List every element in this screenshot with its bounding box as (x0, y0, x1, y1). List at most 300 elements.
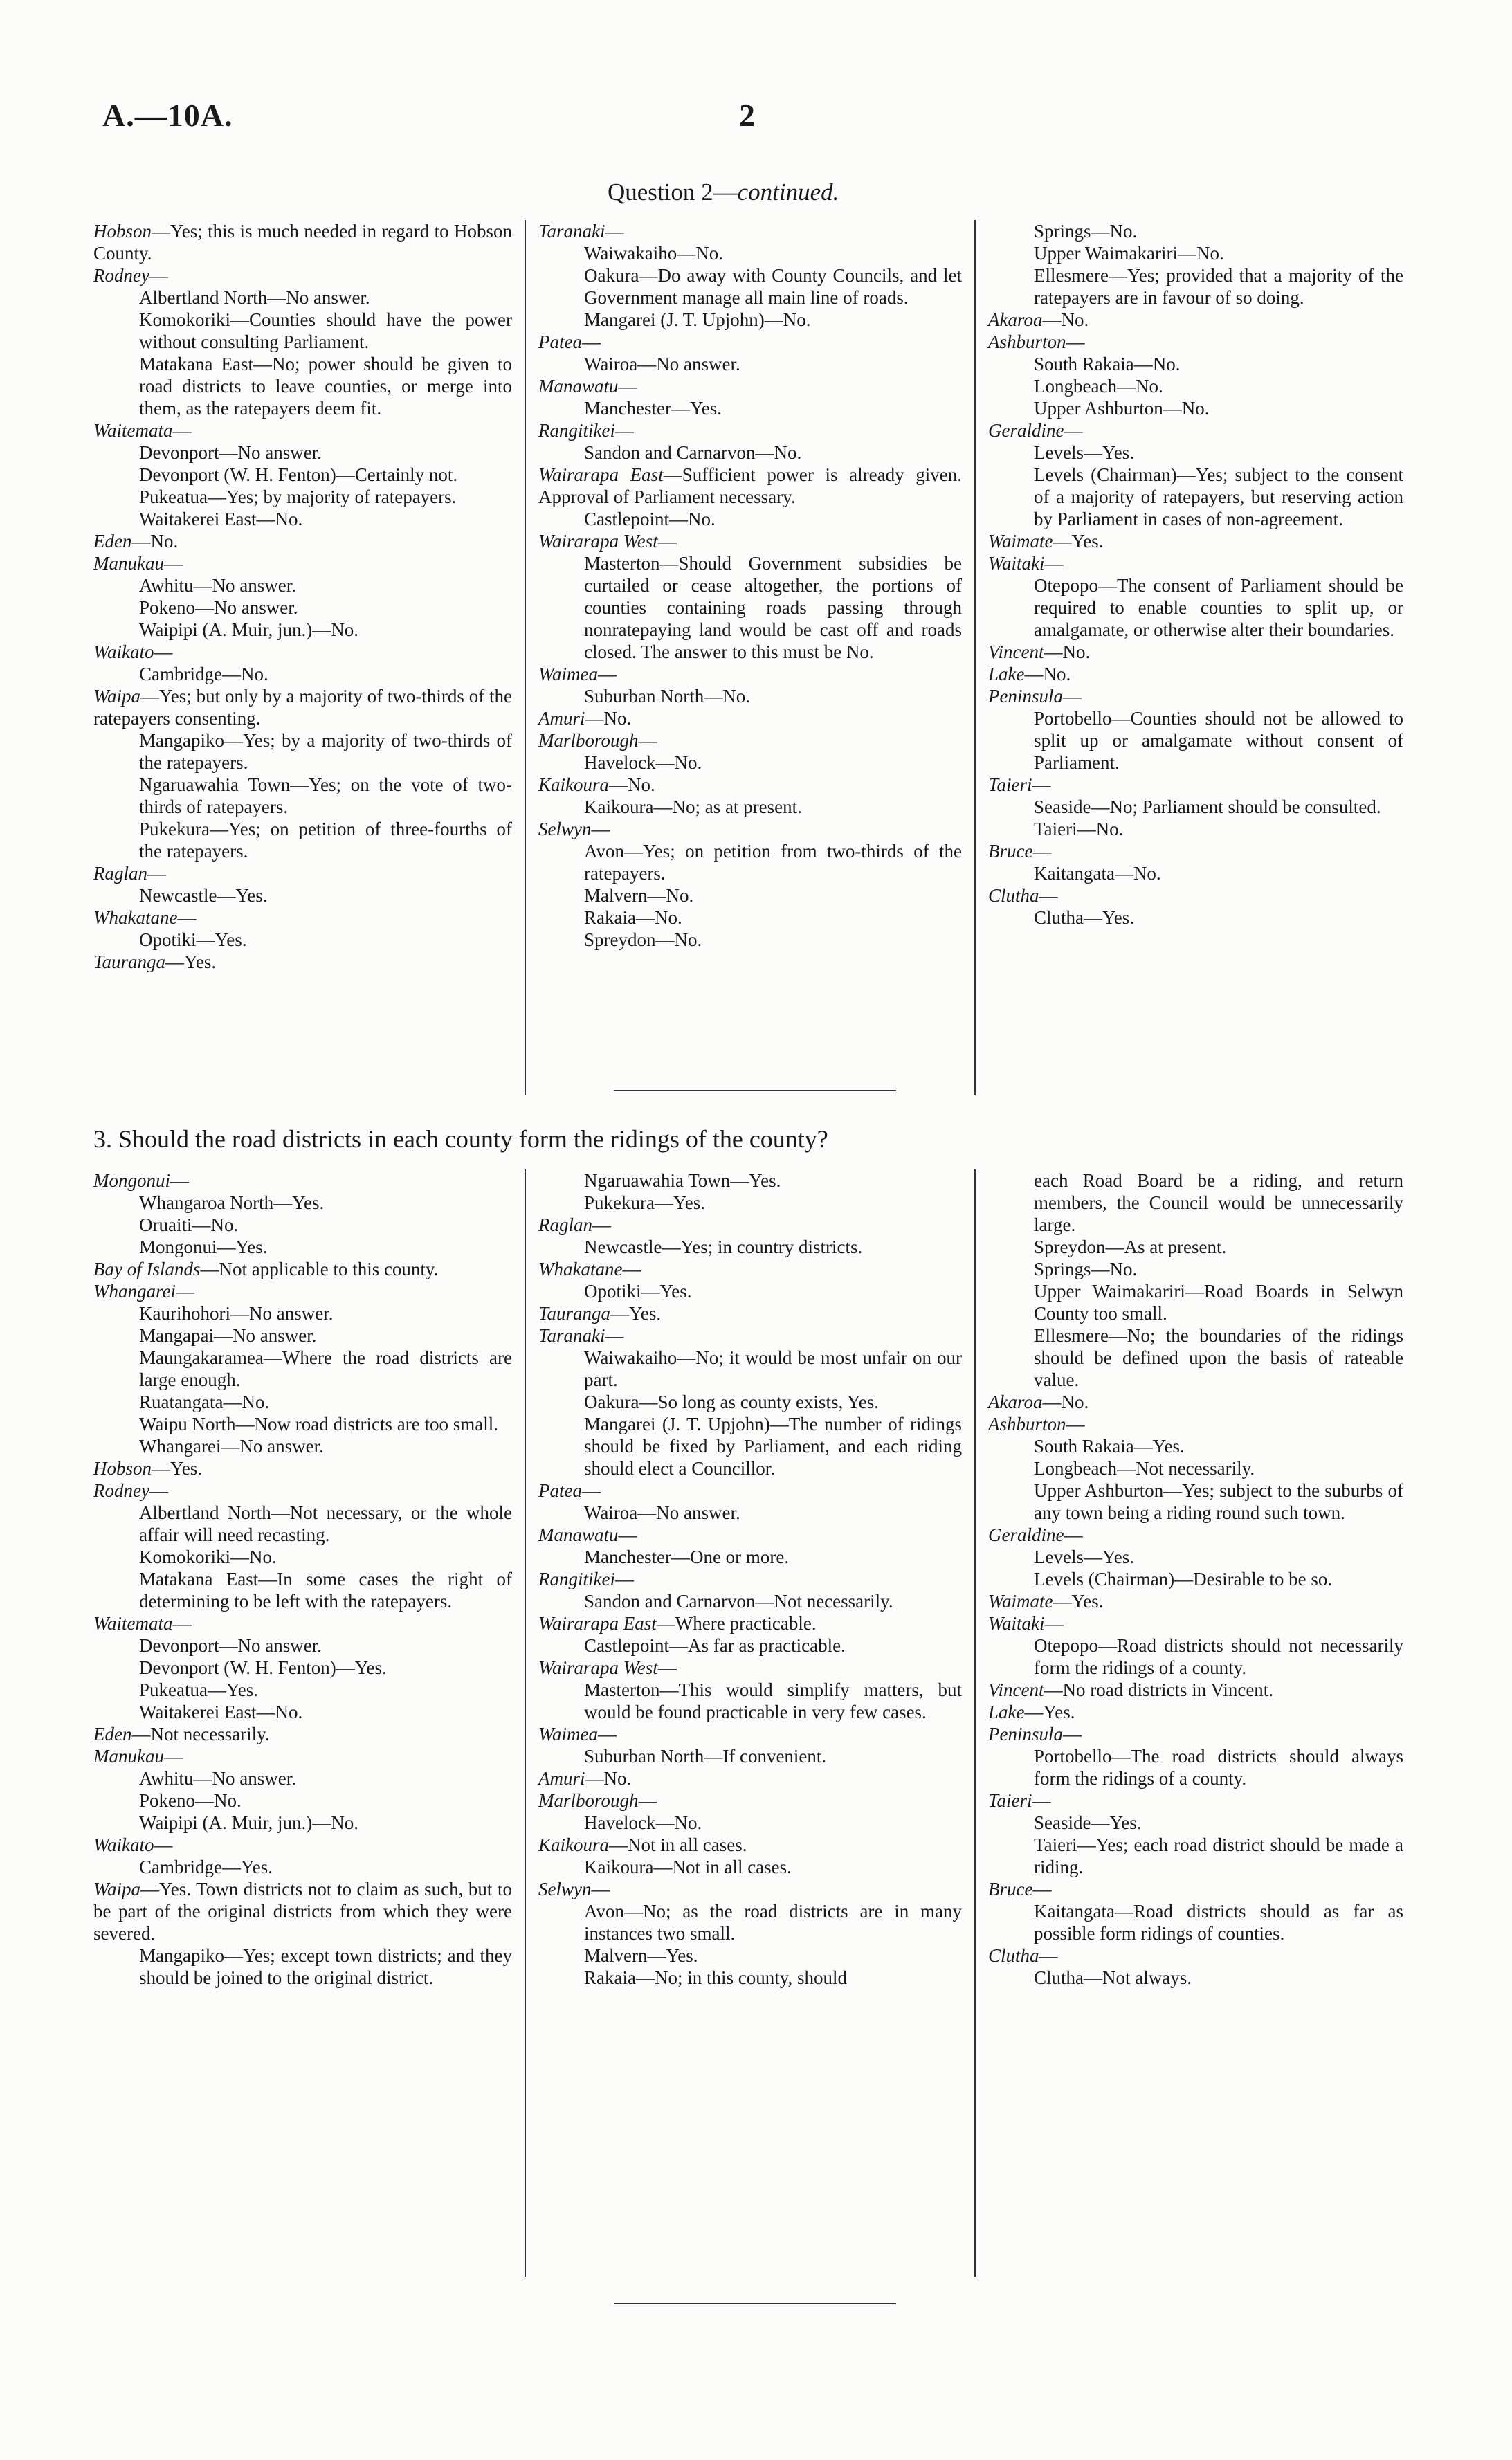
county-response: —Not applicable to this county. (200, 1259, 439, 1279)
county-entry (538, 1657, 962, 1679)
district-response: each Road Board be a riding, and return members, the Council would be unnecessarily large. (1034, 1170, 1403, 1235)
question2-columns (93, 220, 1416, 1095)
county-response: — (154, 641, 173, 662)
district-response: Masterton—Should Government subsidies be curtailed or cease altogether, the portions of counties containing roads passing through nonratepaying land would be cast off and roads closed. The answer to this must be No. (584, 553, 962, 662)
county-response: —Yes; this is much needed in regard to Hobson County. (93, 221, 512, 264)
county-entry (988, 1944, 1403, 1967)
county-entry (988, 1391, 1403, 1413)
district-response: Oakura—Do away with County Councils, and let Government manage all main line of roads. (584, 265, 962, 308)
district-response: Ngaruawahia Town—Yes. (584, 1170, 781, 1191)
county-response: —No. (131, 531, 179, 552)
district-response: Manchester—Yes. (584, 398, 722, 419)
county-response: — (1044, 553, 1064, 574)
county-name: Selwyn (538, 1879, 592, 1899)
county-response: — (591, 1879, 610, 1899)
county-name: Taranaki (538, 1325, 605, 1346)
county-response: — (1039, 885, 1058, 906)
county-entry (538, 707, 962, 729)
district-response: Whangaroa North—Yes. (139, 1192, 325, 1213)
county-name: Hobson (93, 1458, 152, 1479)
county-entry (538, 1789, 962, 1812)
q2-column-2 (525, 220, 974, 1095)
district-response: Rakaia—No. (584, 907, 682, 928)
county-name: Wairarapa East (538, 1613, 657, 1634)
district-response: Otepopo—The consent of Parliament should be required to enable counties to split up, or amalgamate, or otherwise alter their boundaries. (1034, 575, 1403, 640)
district-response: Mangarei (J. T. Upjohn)—No. (584, 309, 811, 330)
county-response: —Yes. (1024, 1702, 1075, 1722)
county-entry (988, 1723, 1403, 1745)
county-response: — (163, 1746, 183, 1767)
district-response: Pukekura—Yes; on petition of three-fourths of the ratepayers. (139, 819, 512, 862)
county-response: — (622, 1259, 641, 1279)
county-entry (538, 1302, 962, 1324)
county-response: — (618, 1524, 637, 1545)
district-response: Ellesmere—No; the boundaries of the ridings should be defined upon the basis of rateable value. (1034, 1325, 1403, 1390)
county-entry (988, 1789, 1403, 1812)
county-name: Peninsula (988, 1724, 1063, 1744)
county-name: Tauranga (538, 1303, 611, 1324)
county-response: — (605, 221, 624, 242)
district-response: Malvern—No. (584, 885, 694, 906)
county-response: — (1064, 1524, 1083, 1545)
county-name: Kaikoura (538, 774, 610, 795)
county-entry (538, 818, 962, 840)
county-name: Akaroa (988, 1392, 1043, 1412)
county-name: Bruce (988, 1879, 1033, 1899)
county-response: — (592, 1214, 611, 1235)
county-entry (988, 1413, 1403, 1435)
page-number: 2 (739, 98, 755, 133)
county-response: — (657, 1657, 677, 1678)
district-response: Longbeach—Not necessarily. (1034, 1458, 1255, 1479)
district-response: Springs—No. (1034, 1259, 1138, 1279)
section-heading-continued: continued. (737, 179, 839, 206)
county-entry (988, 1524, 1403, 1546)
county-response: — (591, 819, 610, 839)
district-response: Levels—Yes. (1034, 1547, 1135, 1567)
district-response: Upper Waimakariri—Road Boards in Selwyn County too small. (1034, 1281, 1403, 1324)
district-response: Mangapai—No answer. (139, 1325, 317, 1346)
county-entry (988, 331, 1403, 353)
county-response: —Yes. Town districts not to claim as such, but to be part of the original districts from which they were severed. (93, 1879, 512, 1944)
county-response: — (177, 907, 197, 928)
county-name: Waitaki (988, 1613, 1045, 1634)
county-name: Whangarei (93, 1281, 176, 1302)
county-entry (988, 419, 1403, 441)
county-name: Lake (988, 664, 1025, 684)
q3-column-1 (93, 1169, 525, 2277)
county-entry (538, 1258, 962, 1280)
county-name: Patea (538, 331, 582, 352)
county-entry (93, 641, 512, 663)
district-response: Portobello—The road districts should always form the ridings of a county. (1034, 1746, 1403, 1789)
district-response: Oruaiti—No. (139, 1214, 239, 1235)
district-response: Mangarei (J. T. Upjohn)—The number of ridings should be fixed by Parliament, and each riding should elect a Councillor. (584, 1414, 962, 1479)
county-entry (93, 1280, 512, 1302)
county-name: Clutha (988, 1945, 1039, 1966)
county-response: —No. (1042, 1392, 1089, 1412)
district-response: Kaitangata—Road districts should as far as possible form ridings of counties. (1034, 1901, 1403, 1944)
county-response: — (172, 1613, 192, 1634)
county-name: Kaikoura (538, 1834, 610, 1855)
county-response: —No. (1044, 641, 1091, 662)
county-response: — (618, 376, 637, 397)
county-name: Rodney (93, 265, 149, 286)
county-response: —Sufficient power is already given. Approval of Parliament necessary. (538, 464, 962, 507)
district-response: Pukeatua—Yes; by majority of ratepayers. (139, 486, 457, 507)
county-response: — (581, 331, 601, 352)
county-entry (93, 1479, 512, 1502)
county-response: — (1044, 1613, 1064, 1634)
district-response: Matakana East—No; power should be given to road districts to leave counties, or merge into them, as the ratepayers deem fit. (139, 354, 512, 419)
county-name: Waikato (93, 1834, 154, 1855)
county-entry (93, 951, 512, 973)
county-name: Wairarapa West (538, 1657, 658, 1678)
county-name: Whakatane (93, 907, 178, 928)
district-response: Havelock—No. (584, 752, 702, 773)
county-entry (538, 1767, 962, 1789)
county-entry (93, 1834, 512, 1856)
district-response: Mongonui—Yes. (139, 1237, 268, 1257)
county-entry (93, 1258, 512, 1280)
county-name: Geraldine (988, 420, 1064, 441)
county-response: — (614, 1569, 634, 1589)
county-entry (988, 1701, 1403, 1723)
district-response: Upper Ashburton—No. (1034, 398, 1210, 419)
district-response: Suburban North—If convenient. (584, 1746, 827, 1767)
district-response: Wairoa—No answer. (584, 1502, 740, 1523)
district-response: South Rakaia—Yes. (1034, 1436, 1185, 1457)
county-entry (988, 884, 1403, 906)
county-entry (93, 552, 512, 574)
district-response: Clutha—Not always. (1034, 1967, 1192, 1988)
district-response: Opotiki—Yes. (584, 1281, 692, 1302)
district-response: Avon—Yes; on petition from two-thirds of the ratepayers. (584, 841, 962, 884)
q2-column-3 (974, 220, 1416, 1095)
district-response: Cambridge—No. (139, 664, 268, 684)
county-name: Ashburton (988, 331, 1066, 352)
county-response: —Yes. (165, 951, 217, 972)
county-name: Waitemata (93, 420, 173, 441)
county-response: —Not necessarily. (131, 1724, 270, 1744)
county-name: Rangitikei (538, 1569, 615, 1589)
district-response: Upper Ashburton—Yes; subject to the suburbs of any town being a riding round such town. (1034, 1480, 1403, 1523)
county-name: Raglan (93, 863, 147, 884)
county-response: — (149, 265, 168, 286)
district-response: Suburban North—No. (584, 686, 750, 707)
county-entry (988, 1679, 1403, 1701)
county-name: Waitaki (988, 553, 1045, 574)
county-name: Wairarapa West (538, 531, 658, 552)
county-response: — (1032, 841, 1052, 862)
county-name: Taieri (988, 774, 1032, 795)
district-response: Ngaruawahia Town—Yes; on the vote of two-thirds of ratepayers. (139, 774, 512, 817)
county-entry (538, 1723, 962, 1745)
district-response: South Rakaia—No. (1034, 354, 1181, 374)
county-response: — (605, 1325, 624, 1346)
county-entry (988, 685, 1403, 707)
county-entry (538, 375, 962, 397)
district-response: Pukekura—Yes. (584, 1192, 706, 1213)
district-response: Wairoa—No answer. (584, 354, 740, 374)
district-response: Waipu North—Now road districts are too small. (139, 1414, 498, 1434)
district-response: Albertland North—Not necessary, or the whole affair will need recasting. (139, 1502, 512, 1545)
county-response: — (581, 1480, 601, 1501)
district-response: Kaikoura—No; as at present. (584, 796, 802, 817)
county-entry (538, 220, 962, 242)
district-response: Pukeatua—Yes. (139, 1679, 259, 1700)
county-response: — (1066, 331, 1085, 352)
county-name: Eden (93, 1724, 132, 1744)
county-name: Eden (93, 531, 132, 552)
county-response: —Yes. (152, 1458, 203, 1479)
district-response: Devonport (W. H. Fenton)—Certainly not. (139, 464, 458, 485)
district-response: Waipipi (A. Muir, jun.)—No. (139, 619, 358, 640)
county-response: — (172, 420, 192, 441)
county-response: — (598, 664, 617, 684)
county-name: Waimea (538, 1724, 598, 1744)
section-heading-prefix: Question 2— (608, 179, 738, 206)
county-name: Marlborough (538, 1790, 639, 1811)
county-entry (538, 729, 962, 751)
county-response: — (1066, 1414, 1085, 1434)
county-entry (538, 774, 962, 796)
district-response: Newcastle—Yes. (139, 885, 268, 906)
district-response: Spreydon—No. (584, 929, 702, 950)
district-response: Albertland North—No answer. (139, 287, 370, 308)
county-entry (93, 1612, 512, 1634)
county-entry (988, 774, 1403, 796)
county-response: — (1032, 1790, 1051, 1811)
district-response: Kaikoura—Not in all cases. (584, 1857, 792, 1877)
district-response: Sandon and Carnarvon—Not necessarily. (584, 1591, 893, 1612)
district-response: Longbeach—No. (1034, 376, 1163, 397)
county-response: — (149, 1480, 168, 1501)
county-name: Clutha (988, 885, 1039, 906)
district-response: Otepopo—Road districts should not necessarily form the ridings of a county. (1034, 1635, 1403, 1678)
county-name: Lake (988, 1702, 1025, 1722)
district-response: Taieri—No. (1034, 819, 1124, 839)
district-response: Castlepoint—No. (584, 509, 716, 529)
county-name: Manukau (93, 553, 164, 574)
county-response: —Not in all cases. (609, 1834, 747, 1855)
county-name: Waipa (93, 1879, 141, 1899)
district-response: Mangapiko—Yes; except town districts; and they should be joined to the original district. (139, 1945, 512, 1988)
district-response: Seaside—No; Parliament should be consulted. (1034, 796, 1381, 817)
county-entry (93, 1723, 512, 1745)
county-name: Waikato (93, 641, 154, 662)
county-entry (93, 1457, 512, 1479)
county-name: Whakatane (538, 1259, 623, 1279)
district-response: Maungakaramea—Where the road districts are large enough. (139, 1347, 512, 1390)
district-response: Manchester—One or more. (584, 1547, 790, 1567)
county-response: — (1039, 1945, 1058, 1966)
district-response: Rakaia—No; in this county, should (584, 1967, 847, 1988)
county-entry (988, 840, 1403, 862)
district-response: Pokeno—No answer. (139, 597, 298, 618)
district-response: Awhitu—No answer. (139, 575, 296, 596)
county-name: Taieri (988, 1790, 1032, 1811)
district-response: Clutha—Yes. (1034, 907, 1135, 928)
county-response: — (1032, 774, 1051, 795)
county-response: — (147, 863, 166, 884)
county-name: Geraldine (988, 1524, 1064, 1545)
county-response: — (657, 531, 677, 552)
county-name: Taranaki (538, 221, 605, 242)
county-name: Marlborough (538, 730, 639, 751)
page-identifier: A.—10A. (102, 98, 233, 133)
district-response: Oakura—So long as county exists, Yes. (584, 1392, 879, 1412)
county-name: Manawatu (538, 376, 619, 397)
county-entry (988, 641, 1403, 663)
district-response: Levels (Chairman)—Yes; subject to the consent of a majority of ratepayers, but reserving action by Parliament in cases of non-agreement. (1034, 464, 1403, 529)
district-response: Whangarei—No answer. (139, 1436, 324, 1457)
district-response: Waitakerei East—No. (139, 1702, 303, 1722)
county-name: Patea (538, 1480, 582, 1501)
county-entry (538, 331, 962, 353)
county-response: —Yes; but only by a majority of two-thirds of the ratepayers consenting. (93, 686, 512, 729)
county-entry (988, 1590, 1403, 1612)
county-response: —No road districts in Vincent. (1044, 1679, 1274, 1700)
district-response: Waitakerei East—No. (139, 509, 303, 529)
county-response: — (1032, 1879, 1052, 1899)
county-name: Waitemata (93, 1613, 173, 1634)
district-response: Springs—No. (1034, 221, 1138, 242)
county-entry (93, 1169, 512, 1192)
district-response: Mangapiko—Yes; by a majority of two-thirds of the ratepayers. (139, 730, 512, 773)
district-response: Levels—Yes. (1034, 442, 1135, 463)
county-entry (93, 264, 512, 286)
q2-column-1 (93, 220, 525, 1095)
district-response: Kaurihohori—No answer. (139, 1303, 334, 1324)
county-name: Manawatu (538, 1524, 619, 1545)
county-entry (93, 419, 512, 441)
county-entry (988, 1878, 1403, 1900)
county-response: — (638, 730, 657, 751)
county-response: —Yes. (1053, 531, 1104, 552)
county-name: Bay of Islands (93, 1259, 201, 1279)
county-name: Waimea (538, 664, 598, 684)
county-entry (538, 1612, 962, 1634)
county-entry (988, 309, 1403, 331)
county-name: Ashburton (988, 1414, 1066, 1434)
county-response: — (163, 553, 183, 574)
county-response: — (1063, 686, 1082, 707)
county-name: Mongonui (93, 1170, 170, 1191)
q3-column-2 (525, 1169, 974, 2277)
county-entry (538, 419, 962, 441)
district-response: Matakana East—In some cases the right of determining to be left with the ratepayers. (139, 1569, 512, 1612)
county-response: — (1064, 420, 1083, 441)
county-entry (538, 1568, 962, 1590)
district-response: Kaitangata—No. (1034, 863, 1161, 884)
question-3-heading: 3. Should the road districts in each county form the ridings of the county? (93, 1125, 828, 1153)
district-response: Seaside—Yes. (1034, 1812, 1142, 1833)
district-response: Sandon and Carnarvon—No. (584, 442, 802, 463)
county-entry (93, 1745, 512, 1767)
district-response: Havelock—No. (584, 1812, 702, 1833)
question3-columns (93, 1169, 1416, 2277)
county-name: Akaroa (988, 309, 1043, 330)
county-response: —No. (585, 1768, 632, 1789)
district-response: Ruatangata—No. (139, 1392, 270, 1412)
district-response: Devonport (W. H. Fenton)—Yes. (139, 1657, 387, 1678)
county-name: Vincent (988, 641, 1044, 662)
district-response: Spreydon—As at present. (1034, 1237, 1227, 1257)
county-response: — (170, 1170, 189, 1191)
county-entry (93, 530, 512, 552)
county-name: Hobson (93, 221, 152, 242)
county-name: Rangitikei (538, 420, 615, 441)
district-response: Pokeno—No. (139, 1790, 242, 1811)
county-entry (988, 530, 1403, 552)
county-entry (538, 1324, 962, 1347)
county-entry (538, 1479, 962, 1502)
county-entry (538, 1878, 962, 1900)
county-entry (93, 685, 512, 729)
county-name: Raglan (538, 1214, 592, 1235)
county-response: —No. (609, 774, 655, 795)
county-entry (93, 862, 512, 884)
district-response: Upper Waimakariri—No. (1034, 243, 1224, 264)
county-name: Bruce (988, 841, 1033, 862)
district-response: Awhitu—No answer. (139, 1768, 296, 1789)
county-entry (538, 663, 962, 685)
county-entry (538, 1524, 962, 1546)
district-response: Devonport—No answer. (139, 442, 322, 463)
county-response: —Where practicable. (656, 1613, 817, 1634)
county-response: — (614, 420, 634, 441)
county-name: Vincent (988, 1679, 1044, 1700)
county-name: Manukau (93, 1746, 164, 1767)
section-heading (608, 179, 839, 206)
county-name: Wairarapa East (538, 464, 664, 485)
county-entry (93, 220, 512, 264)
county-response: —No. (1024, 664, 1071, 684)
county-entry (538, 530, 962, 552)
county-name: Amuri (538, 1768, 585, 1789)
district-response: Opotiki—Yes. (139, 929, 247, 950)
district-response: Komokoriki—No. (139, 1547, 277, 1567)
county-name: Waimate (988, 1591, 1053, 1612)
county-entry (538, 1834, 962, 1856)
county-entry (538, 464, 962, 508)
county-response: — (598, 1724, 617, 1744)
county-response: — (154, 1834, 173, 1855)
county-entry (988, 552, 1403, 574)
district-response: Newcastle—Yes; in country districts. (584, 1237, 863, 1257)
district-response: Avon—No; as the road districts are in many instances two small. (584, 1901, 962, 1944)
district-response: Cambridge—Yes. (139, 1857, 273, 1877)
county-name: Waimate (988, 531, 1053, 552)
district-response: Waiwakaiho—No. (584, 243, 724, 264)
county-entry (538, 1214, 962, 1236)
county-entry (93, 906, 512, 929)
county-response: — (175, 1281, 194, 1302)
section-divider (614, 1090, 896, 1091)
district-response: Malvern—Yes. (584, 1945, 698, 1966)
county-name: Selwyn (538, 819, 592, 839)
county-entry (988, 1612, 1403, 1634)
county-name: Waipa (93, 686, 141, 707)
county-entry (988, 663, 1403, 685)
district-response: Devonport—No answer. (139, 1635, 322, 1656)
district-response: Masterton—This would simplify matters, but would be found practicable in very few cases. (584, 1679, 962, 1722)
county-name: Rodney (93, 1480, 149, 1501)
q3-column-3 (974, 1169, 1416, 2277)
county-name: Tauranga (93, 951, 166, 972)
county-entry (93, 1878, 512, 1944)
